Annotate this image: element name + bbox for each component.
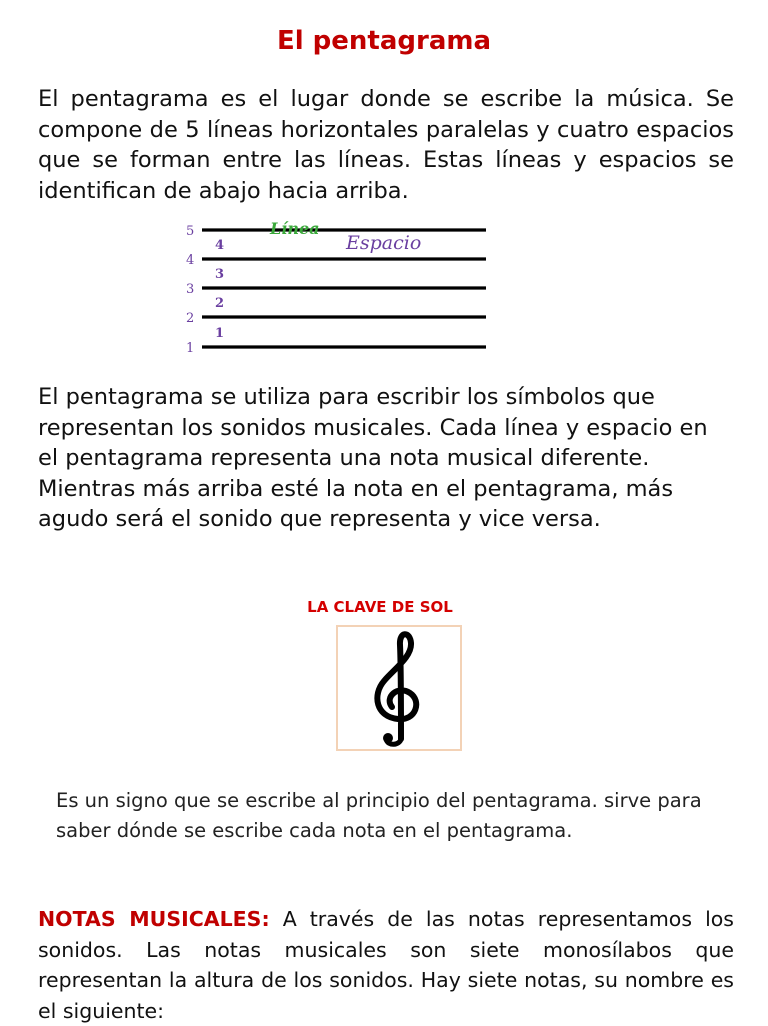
clave-description: Es un signo que se escribe al principio del pentagrama. sirve para saber dónde se escribe cada nota en el pentagrama. (56, 789, 702, 842)
staff-diagram (178, 217, 520, 362)
space-label: Espacio (346, 232, 422, 254)
clave-label: LA CLAVE DE SOL (307, 598, 453, 616)
staff-lines (202, 230, 486, 347)
space-number: 4 (215, 238, 225, 253)
treble-clef-icon (338, 627, 460, 749)
intro-paragraph: El pentagrama es el lugar donde se escribe la música. Se compone de 5 líneas horizontales paralelas y cuatro espacios que se forman entre las líneas. Estas líneas y espacios se identifican de abajo hacia arriba. (38, 86, 734, 204)
notas-label: NOTAS MUSICALES: (38, 907, 270, 931)
notas-paragraph (38, 904, 734, 1026)
line-number: 3 (186, 282, 195, 297)
line-number: 1 (186, 341, 195, 356)
space-number: 1 (215, 326, 225, 341)
usage-paragraph: El pentagrama se utiliza para escribir los símbolos que representan los sonidos musicales. Cada línea y espacio en el pentagrama representa una nota musical diferente. Mientras más arriba esté la nota en el pentagrama, más agudo será el sonido que representa y vice versa. (38, 384, 708, 532)
line-label: Línea (270, 219, 320, 238)
line-number: 2 (186, 311, 195, 326)
treble-clef-frame (336, 625, 462, 751)
line-number: 4 (186, 253, 195, 268)
page-title: El pentagrama (276, 26, 492, 56)
line-number: 5 (186, 224, 195, 239)
space-number: 2 (215, 296, 225, 311)
space-number: 3 (215, 267, 225, 282)
notas-text: A través de las notas representamos los sonidos. Las notas musicales son siete monosílabos que representan la altura de los sonidos. Hay siete notas, su nombre es el siguiente: (38, 907, 734, 1023)
